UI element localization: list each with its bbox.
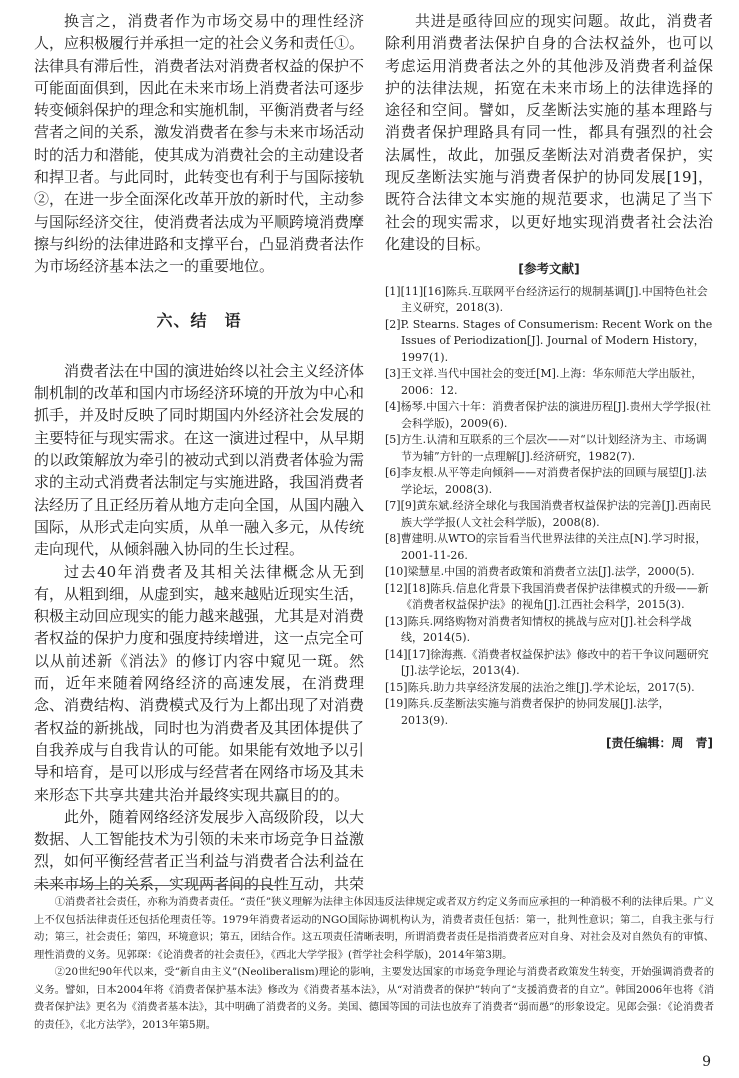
reference-item: [5]方生.认清和互联系的三个层次——对“以计划经济为主、市场调节为辅”方针的一点理解[J].经济研究，1982(7). xyxy=(385,433,707,463)
reference-item: [3]王文祥.当代中国社会的变迁[M].上海：华东师范大学出版社，2006：12. xyxy=(385,367,703,397)
reference-item: [19]陈兵.反垄断法实施与消费者保护的协同发展[J].法学，2013(9). xyxy=(385,697,670,727)
reference-item: [8]曹建明.从WTO的宗旨看当代世界法律的关注点[N].学习时报，2001-11-26. xyxy=(385,532,707,562)
left-column xyxy=(34,10,364,895)
body-paragraph: 消费者法在中国的演进始终以社会主义经济体制机制的改革和国内市场经济环境的开放为中心和抓手，并及时反映了同时期国内外经济社会发展的主要特征与现实需求。在这一演进过程中，从早期的以政策解放为牵引的被动式到以消费者体验为需求的主动式消费者法制定与实施进路，我国消费者法经历了且正经历着从地方走向全国，从国内融入国际，从形式走向实质，从单一融入多元，从传统走向现代，从倾斜融入协同的生长过程。 xyxy=(34,361,365,559)
body-paragraph: 换言之，消费者作为市场交易中的理性经济人，应积极履行并承担一定的社会义务和责任①。法律具有滞后性，消费者法对消费者权益的保护不可能面面俱到，因此在未来市场上消费者法可逐步转变倾斜保护的理念和实施机制，平衡消费者与经营者之间的关系，激发消费者在参与未来市场活动时的活力和潜能，使其成为消费社会的主动建设者和捍卫者。与此同时，此转变也有利于与国际接轨②，在进一步全面深化改革开放的新时代，主动参与国际经济交往，使消费者法成为平顺跨境消费摩擦与纠纷的法律进路和支撑平台，凸显消费者法作为市场经济基本法之一的重要地位。 xyxy=(34,12,365,276)
section-heading: 六、结 语 xyxy=(156,310,242,330)
body-paragraph: 此外，随着网络经济发展步入高级阶段，以大数据、人工智能技术为引领的未来市场竞争日益激烈，如何平衡经营者正当利益与消费者合法利益在未来市场上的关系，实现两者间的良性互动，共荣 xyxy=(34,807,365,893)
body-paragraph: 共进是亟待回应的现实问题。故此，消费者除利用消费者法保护自身的合法权益外，也可以考虑运用消费者法之外的其他涉及消费者利益保护的法律法规，拓宽在未来市场上的法律选择的途径和空间。譬如，反垄断法实施的基本理路与消费者保护理路具有同一性，都具有强烈的社会法属性，故此，加强反垄断法对消费者保护，实现反垄断法实施与消费者保护的协同发展[19]，既符合法律文本实施的规范要求，也满足了当下社会的现实需求，以更好地实现消费者社会法治化建设的目标。 xyxy=(385,12,713,253)
reference-item: [10]梁慧星.中国的消费者政策和消费者立法[J].法学，2000(5). xyxy=(385,565,695,579)
footnote: ①消费者社会责任，亦称为消费者责任。“责任”狭义理解为法律主体因违反法律规定或者双方约定义务而应承担的一种消极不利的法律后果。广义上不仅包括法律责任还包括伦理责任等。1979年消费者运动的NGO国际协调机构认为，消费者责任包括：第一，批判性意识；第二，自我主张与行动；第三，社会责任；第四，环境意识；第五，团结合作。这五项责任清晰表明，所谓消费者责任是指消费者应对自身、对社会及对自然负有的审慎、理性消费的义务。见郭琛：《论消费者的社会责任》，《西北大学学报》(哲学社会科学版)，2014年第3期。 xyxy=(34,896,714,961)
reference-item: [2]P. Stearns. Stages of Consumerism: Recent Work on the Issues of Periodization[J]. Journal of Modern History，1997(1). xyxy=(385,317,713,364)
right-column xyxy=(385,10,713,754)
page-number: 9 xyxy=(702,1054,711,1070)
reference-item: [15]陈兵.助力共享经济发展的法治之维[J].学术论坛，2017(5). xyxy=(385,680,695,694)
reference-item: [14][17]徐海燕.《消费者权益保护法》修改中的若干争议问题研究[J].法学论坛，2013(4). xyxy=(385,647,709,678)
references-list xyxy=(385,284,713,730)
footnote: ②20世纪90年代以来，受“新自由主义”(Neoliberalism)理论的影响，主要发达国家的市场竞争理论与消费者政策发生转变，开始强调消费者的义务。譬如，日本2004年将《消费者保护基本法》修改为《消费者基本法》，从“对消费者的保护”转向了“支援消费者的自立”。韩国2006年也将《消费者保护法》更名为《消费者基本法》，其中明确了消费者的义务。美国、德国等国的司法也放弃了消费者“弱而愚”的形象设定。见郎会强：《论消费者的责任》，《北方法学》，2013年第5期。 xyxy=(34,966,714,1031)
body-paragraph: 过去40年消费者及其相关法律概念从无到有，从粗到细，从虚到实，越来越贴近现实生活，积极主动回应现实的能力越来越强，尤其是对消费者权益的保护力度和强度持续增进，这一点完全可以从前述新《消法》的修订内容中窥见一斑。然而，近年来随着网络经济的高速发展，在消费理念、消费结构、消费模式及行为上都出现了对消费者权益的新挑战，同时也为消费者及其团体提供了自我养成与自我肯认的可能。如果能有效地予以引导和培育，是可以形成与经营者在网络市场及其未来形态下共享共建共治并最终实现共赢目的的。 xyxy=(34,562,365,804)
reference-item: [12][18]陈兵.信息化背景下我国消费者保护法律模式的升级——新《消费者权益保护法》的视角[J].江西社会科学，2015(3). xyxy=(385,581,709,612)
reference-item: [1][11][16]陈兵.互联网平台经济运行的规制基调[J].中国特色社会主义研究，2018(3). xyxy=(385,284,708,315)
reference-item: [4]杨琴.中国六十年：消费者保护法的演进历程[J].贵州大学学报(社会科学版)，2009(6). xyxy=(385,400,711,430)
reference-item: [13]陈兵.网络购物对消费者知情权的挑战与应对[J].社会科学战线，2014(5). xyxy=(385,614,692,645)
editor-credit: [责任编辑：周 青] xyxy=(606,736,713,751)
footnote-divider xyxy=(34,885,280,886)
references-title: [参考文献] xyxy=(518,261,580,277)
reference-item: [7][9]黄东斌.经济全球化与我国消费者权益保护法的完善[J].西南民族大学学报(人文社会科学版)，2008(8). xyxy=(385,499,712,529)
footnotes xyxy=(34,894,714,1034)
reference-item: [6]李友根.从平等走向倾斜——对消费者保护法的回顾与展望[J].法学论坛，2008(3). xyxy=(385,466,707,496)
